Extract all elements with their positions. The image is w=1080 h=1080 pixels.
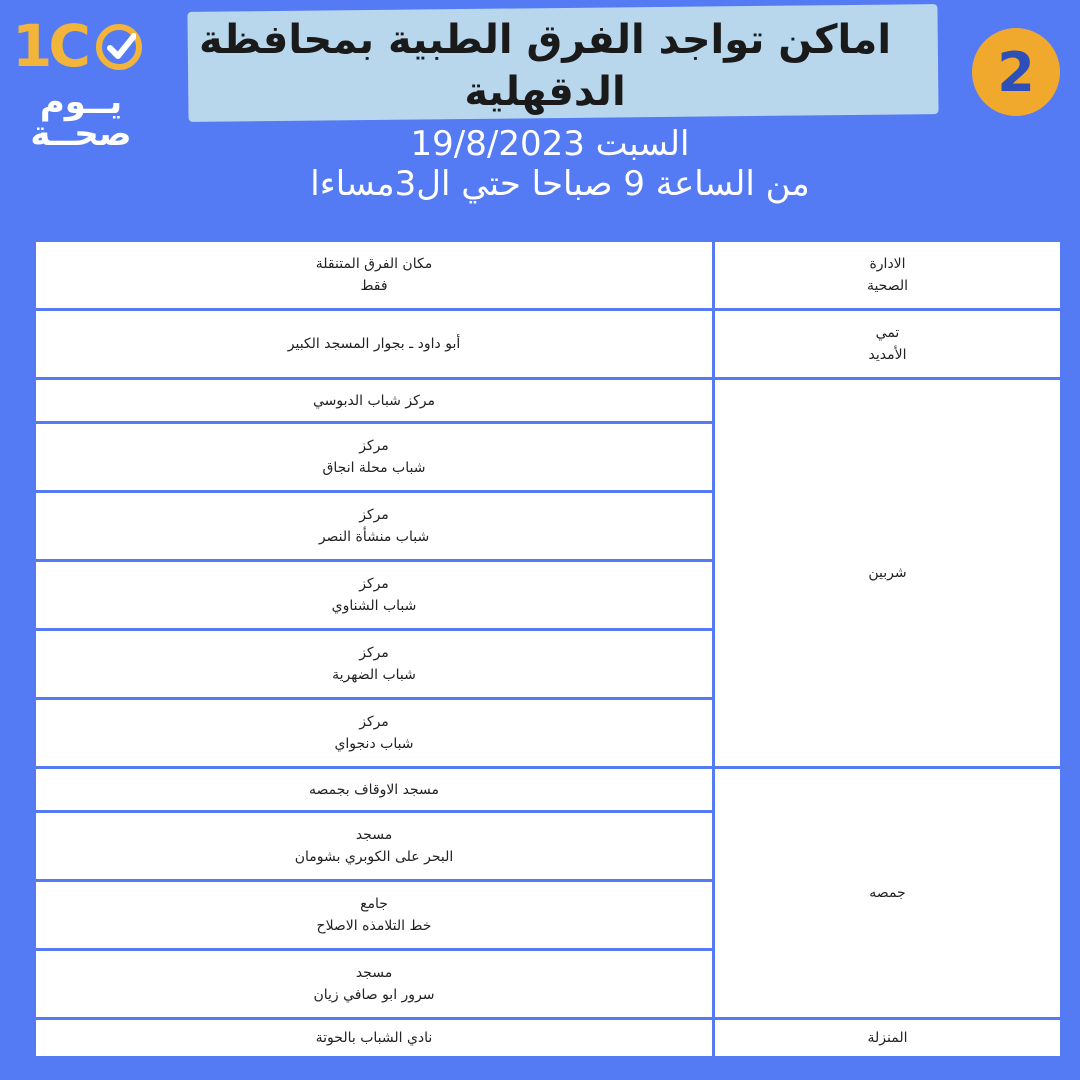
header-place-line: مكان الفرق المتنقلة — [315, 256, 433, 272]
header-admin-line: الصحية — [866, 278, 909, 294]
place-line: مركز — [359, 507, 389, 523]
header-place-line: فقط — [360, 278, 388, 294]
place-line: مسجد — [355, 827, 393, 843]
place-line: خط التلامذه الاصلاح — [316, 918, 432, 934]
place-line: مركز — [359, 645, 389, 661]
table-row — [35, 1019, 1062, 1058]
place-cell — [35, 561, 714, 630]
place-line: أبو داود ـ بجوار المسجد الكبير — [287, 336, 461, 352]
place-cell — [35, 310, 714, 379]
place-cell — [35, 492, 714, 561]
admin-cell — [714, 310, 1062, 379]
table-row — [35, 768, 1062, 812]
hours-text: من الساعة 9 صباحا حتي ال3مساءا — [310, 164, 810, 204]
place-line: مركز — [359, 438, 389, 454]
place-line: مسجد الاوقاف بجمصه — [308, 781, 440, 798]
place-line: شباب دنجواي — [334, 736, 414, 752]
header-place — [35, 241, 714, 310]
place-line: مركز — [359, 576, 389, 592]
admin-cell — [714, 379, 1062, 768]
admin-line: الأمديد — [868, 347, 907, 363]
table-row — [35, 310, 1062, 379]
admin-line: جمصه — [869, 885, 906, 901]
place-cell — [35, 630, 714, 699]
place-cell — [35, 950, 714, 1019]
place-line: جامع — [360, 896, 388, 912]
place-cell — [35, 768, 714, 812]
admin-line: المنزلة — [867, 1030, 908, 1046]
admin-cell — [714, 768, 1062, 1019]
place-cell — [35, 379, 714, 423]
check-icon — [96, 24, 142, 70]
page-number-badge: 2 — [972, 28, 1060, 116]
page-title: اماكن تواجد الفرق الطبية بمحافظة الدقهلية — [198, 17, 892, 115]
place-cell — [35, 699, 714, 768]
place-cell — [35, 881, 714, 950]
date-text: السبت 19/8/2023 — [410, 124, 690, 164]
logo-number: 1C — [12, 12, 87, 80]
header-admin-line: الادارة — [869, 256, 906, 272]
place-line: نادي الشباب بالحوتة — [315, 1030, 433, 1046]
place-cell — [35, 1019, 714, 1058]
place-line: مركز شباب الدبوسي — [313, 392, 435, 409]
place-line: البحر على الكوبري بشومان — [294, 849, 454, 865]
admin-cell — [714, 1019, 1062, 1058]
admin-line: شربين — [868, 565, 907, 581]
admin-line: تمي — [875, 325, 900, 341]
logo-word-day: يــوم — [39, 82, 123, 122]
logo-word-health: صحــة — [30, 114, 132, 154]
place-line: مركز — [359, 714, 389, 730]
table-row — [35, 379, 1062, 423]
place-line: شباب منشأة النصر — [318, 529, 430, 545]
place-cell — [35, 423, 714, 492]
place-line: شباب الشناوي — [331, 598, 417, 614]
place-line: شباب محلة انجاق — [322, 460, 426, 476]
place-cell — [35, 812, 714, 881]
place-line: شباب الضهرية — [332, 667, 416, 683]
header-admin — [714, 241, 1062, 310]
place-line: سرور ابو صافي زيان — [313, 987, 435, 1003]
locations-table — [33, 239, 1063, 1059]
place-line: مسجد — [355, 965, 393, 981]
table-header-row — [35, 241, 1062, 310]
